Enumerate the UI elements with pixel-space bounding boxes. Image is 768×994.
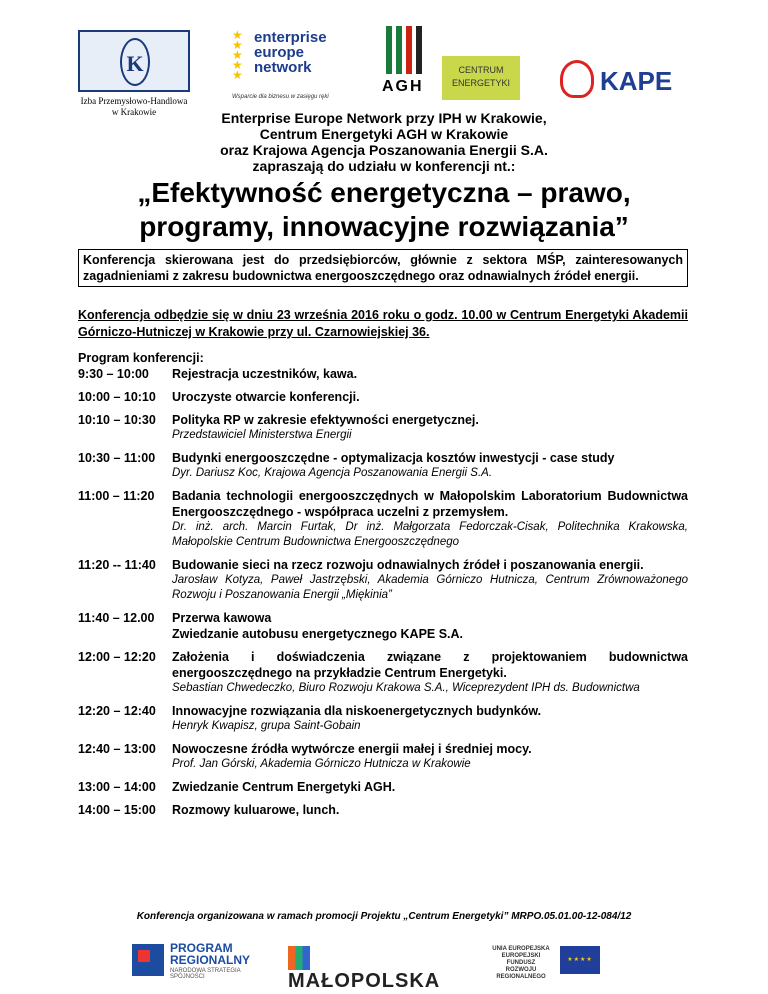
- program-time: 11:00 – 11:20: [78, 489, 155, 503]
- program-title: Nowoczesne źródła wytwórcze energii małej i średniej mocy.: [172, 742, 532, 756]
- program-time: 10:10 – 10:30: [78, 413, 156, 427]
- kape-logo: [560, 56, 673, 106]
- program-list: [78, 366, 688, 818]
- program-label: Program konferencji:: [78, 351, 204, 365]
- program-title: Uroczyste otwarcie konferencji.: [172, 390, 360, 404]
- program-time: 11:20 -- 11:40: [78, 558, 156, 572]
- program-speaker: Jarosław Kotyza, Paweł Jastrzębski, Akademia Górniczo Hutnicza, Centrum Zrównoważonego Rozwoju i Poszanowania Energii „Miękinia”: [172, 574, 688, 601]
- ce-line1: CENTRUM: [458, 65, 504, 75]
- program-speaker: Prof. Jan Górski, Akademia Górniczo Hutnicza w Krakowie: [172, 758, 471, 770]
- program-time: 10:30 – 11:00: [78, 451, 156, 465]
- program-item: [78, 488, 688, 550]
- header-logos: [0, 26, 768, 117]
- agh-emblem: [386, 26, 422, 74]
- program-time: 12:20 – 12:40: [78, 704, 156, 718]
- agh-text: AGH: [382, 78, 424, 95]
- pr-line2: REGIONALNY: [170, 953, 251, 967]
- een-line3: network: [254, 59, 312, 76]
- mp-text: MAŁOPOLSKA: [288, 970, 441, 992]
- pr-sub: NARODOWA STRATEGIA SPÓJNOŚCI: [170, 968, 241, 980]
- program-item: [78, 649, 688, 696]
- program-speaker: Sebastian Chwedeczko, Biuro Rozwoju Krakowa S.A., Wiceprezydent IPH ds. Budownictwa: [172, 682, 640, 694]
- centrum-energetyki-logo: [442, 56, 520, 100]
- conference-title: [0, 176, 768, 244]
- program-title: Rozmowy kuluarowe, lunch.: [172, 803, 340, 817]
- program-item: [78, 802, 688, 818]
- een-tagline: Wsparcie dla biznesu w zasięgu ręki: [232, 94, 329, 100]
- program-item: [78, 450, 688, 481]
- program-speaker: Dyr. Dariusz Koc, Krajowa Agencja Poszanowania Energii S.A.: [172, 467, 493, 479]
- intro-line4: zapraszają do udziału w konferencji nt.:: [252, 158, 516, 174]
- eu-flag-icon: ★★★★: [560, 946, 600, 974]
- program-title: Badania technologii energooszczędnych w Małopolskim Laboratorium Budownictwa Energooszczędnego - współpraca uczelni z przemysłem.: [172, 489, 688, 519]
- iph-caption-line2: w Krakowie: [111, 107, 157, 117]
- target-audience-box: Konferencja skierowana jest do przedsiębiorców, głównie z sektora MŚP, zainteresowanych zagadnieniami z zakresu budownictwa energooszczędnego oraz odnawialnych źródeł energii.: [78, 249, 688, 287]
- program-title: Zwiedzanie Centrum Energetyki AGH.: [172, 780, 396, 794]
- program-item: [78, 610, 688, 642]
- program-speaker: Henryk Kwapisz, grupa Saint-Gobain: [172, 720, 361, 732]
- program-speaker: Dr. inż. arch. Marcin Furtak, Dr inż. Małgorzata Fedorczak-Cisak, Politechnika Krakowska, Małopolskie Centrum Budownictwa Energooszczędnego: [172, 521, 688, 548]
- program-time: 13:00 – 14:00: [78, 780, 156, 794]
- intro-line3: oraz Krajowa Agencja Poszanowania Energii S.A.: [220, 142, 548, 158]
- nss-icon: [132, 944, 164, 976]
- intro-line2: Centrum Energetyki AGH w Krakowie: [259, 126, 509, 142]
- program-title: Polityka RP w zakresie efektywności energetycznej.: [172, 413, 479, 427]
- intro-line1: Enterprise Europe Network przy IPH w Krakowie,: [221, 110, 547, 126]
- program-title: Założenia i doświadczenia związane z projektowaniem budownictwa energooszczędnego na przykładzie Centrum Energetyki.: [172, 650, 688, 680]
- een-line1: enterprise: [254, 29, 327, 46]
- program-item: [78, 366, 688, 382]
- footer-note: Konferencja organizowana w ramach promocji Projektu „Centrum Energetyki” MRPO.05.01.00-12-084/12: [136, 911, 632, 922]
- iph-emblem: [78, 30, 190, 92]
- program-regionalny-logo: [132, 940, 262, 980]
- program-title: Innowacyjne rozwiązania dla niskoenergetycznych budynków.: [172, 704, 542, 718]
- star-icon: ★ ★ ★ ★ ★: [232, 28, 243, 82]
- agh-logo: [378, 26, 428, 104]
- program-item: [78, 741, 688, 772]
- iph-caption-line1: Izba Przemysłowo-Handlowa: [80, 96, 188, 106]
- program: [78, 350, 688, 825]
- eu-line2: EUROPEJSKI FUNDUSZ: [501, 953, 541, 966]
- ce-line2: ENERGETYKI: [451, 78, 510, 88]
- eu-line1: UNIA EUROPEJSKA: [492, 946, 550, 952]
- program-item: [78, 779, 688, 795]
- program-title: Rejestracja uczestników, kawa.: [172, 367, 358, 381]
- iph-monogram: K: [120, 38, 150, 86]
- eu-line3: ROZWOJU REGIONALNEGO: [496, 967, 546, 980]
- eu-logo: [488, 946, 608, 980]
- pr-line1: PROGRAM: [170, 941, 233, 955]
- program-title: Przerwa kawowa Zwiedzanie autobusu energetycznego KAPE S.A.: [172, 611, 464, 641]
- program-time: 11:40 – 12.00: [78, 611, 155, 625]
- malopolska-mark-icon: [288, 946, 310, 970]
- intro-block: [0, 110, 768, 174]
- kape-text: KAPE: [600, 66, 673, 96]
- program-time: 12:00 – 12:20: [78, 650, 156, 664]
- title-line1: „Efektywność energetyczna – prawo,: [137, 177, 631, 208]
- program-time: 14:00 – 15:00: [78, 803, 156, 817]
- program-time: 10:00 – 10:10: [78, 390, 156, 404]
- program-item: [78, 557, 688, 603]
- program-title: Budowanie sieci na rzecz rozwoju odnawialnych źródeł i poszanowania energii.: [172, 558, 644, 572]
- title-line2: programy, innowacyjne rozwiązania”: [139, 211, 629, 242]
- program-item: [78, 703, 688, 734]
- malopolska-logo: [288, 946, 468, 992]
- program-speaker: Przedstawiciel Ministerstwa Energii: [172, 429, 352, 441]
- program-time: 9:30 – 10:00: [78, 367, 149, 381]
- enterprise-europe-network-logo: [232, 30, 352, 106]
- program-item: [78, 389, 688, 405]
- venue-info: Konferencja odbędzie się w dniu 23 września 2016 roku o godz. 10.00 w Centrum Energetyki Akademii Górniczo-Hutniczej w Krakowie przy ul. Czarnowiejskiej 36.: [78, 308, 688, 339]
- flame-icon: [560, 60, 594, 98]
- program-time: 12:40 – 13:00: [78, 742, 156, 756]
- een-line2: europe: [254, 44, 305, 61]
- footer-logos: [0, 938, 768, 992]
- program-title: Budynki energooszczędne - optymalizacja kosztów inwestycji - case study: [172, 451, 615, 465]
- program-item: [78, 412, 688, 443]
